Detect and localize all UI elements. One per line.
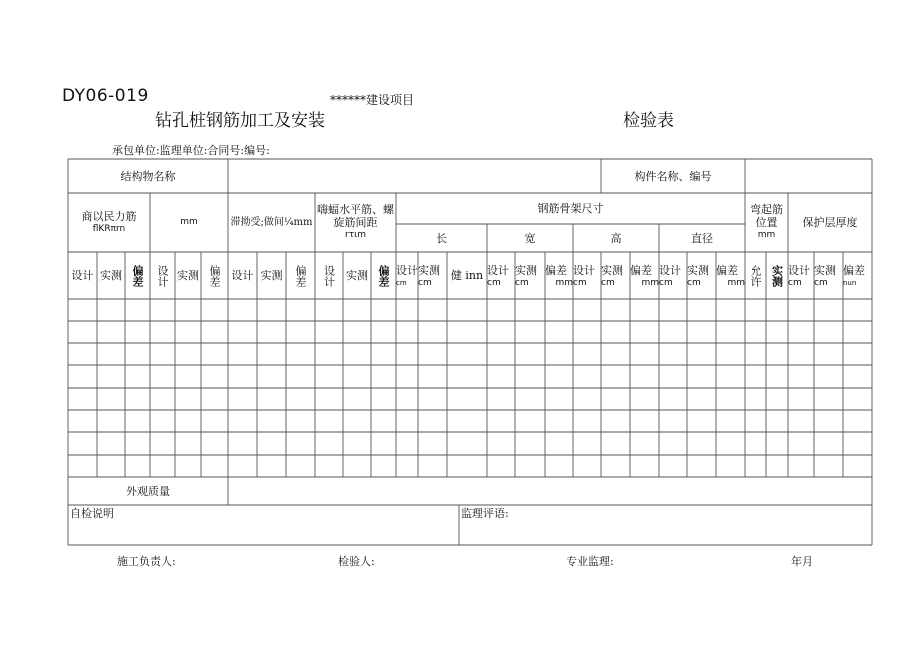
height-measured-unit: cm bbox=[601, 277, 615, 288]
appearance-quality-label: 外观质量 bbox=[126, 484, 170, 498]
cage-size-header: 钢筋骨架尺寸 bbox=[537, 202, 604, 215]
diameter-design-unit: cm bbox=[659, 277, 673, 288]
appearance-quality-value[interactable] bbox=[228, 477, 872, 505]
length-measured-header bbox=[418, 252, 447, 299]
form-code: DY06-019 bbox=[62, 86, 149, 106]
diameter-measured-label: 实测 bbox=[687, 263, 709, 277]
structure-name-label: 结构物名称 bbox=[120, 169, 176, 183]
spiral-deviation-header: 偏差 bbox=[377, 264, 390, 287]
width-deviation-header bbox=[545, 252, 573, 299]
height-header: 高 bbox=[610, 231, 622, 245]
construction-lead-label: 施工负责人: bbox=[117, 555, 176, 568]
inspector-label: 检验人: bbox=[338, 555, 375, 568]
length-design-label: 设计 bbox=[396, 263, 418, 277]
diameter-deviation-header bbox=[716, 252, 745, 299]
height-measured-header bbox=[601, 252, 630, 299]
bent-bar-line2: 位置 bbox=[755, 216, 778, 229]
spiral-label-line1: 嗨蝠水平筋、螺 bbox=[317, 203, 394, 216]
width-measured-label: 实测 bbox=[515, 263, 537, 277]
height-deviation-header bbox=[630, 252, 659, 299]
mm-measured-header: 实测 bbox=[177, 269, 199, 282]
diameter-design-header bbox=[659, 252, 687, 299]
length-design-header bbox=[396, 252, 418, 299]
height-deviation-label: 偏差 bbox=[630, 263, 652, 277]
width-deviation-label: 偏差 bbox=[545, 263, 567, 277]
stirrup-design-header: 设计 bbox=[231, 269, 254, 282]
cover-thickness-header: 保护层厚度 bbox=[802, 216, 858, 229]
main-rebar-header bbox=[68, 193, 150, 252]
bent-measured-header: 实测 bbox=[770, 264, 784, 287]
cover-design-header bbox=[788, 252, 814, 299]
width-design-label: 设计 bbox=[487, 263, 509, 277]
cover-deviation-label: 偏差 bbox=[843, 263, 865, 277]
main-measured-header: 实测 bbox=[100, 269, 122, 282]
mm-deviation-header: 偏差 bbox=[208, 264, 221, 287]
width-deviation-unit: mm bbox=[555, 277, 573, 288]
height-measured-label: 实测 bbox=[601, 263, 623, 277]
main-rebar-mm-unit: mm bbox=[180, 217, 198, 227]
length-deviation-header: 健 inn bbox=[450, 269, 484, 282]
cover-design-unit: cm bbox=[788, 277, 802, 288]
units-line: 承包单位:监理单位:合同号:编号: bbox=[112, 144, 270, 157]
project-name: ******建设项目 bbox=[330, 93, 415, 107]
cover-deviation-header bbox=[843, 252, 872, 299]
cover-measured-label: 实测 bbox=[814, 263, 836, 277]
stirrup-measured-header: 实测 bbox=[260, 269, 283, 282]
diameter-deviation-label: 偏差 bbox=[716, 263, 738, 277]
structure-name-value[interactable] bbox=[228, 159, 601, 193]
date-label: 年月 bbox=[791, 555, 813, 568]
width-header: 宽 bbox=[524, 231, 536, 245]
diameter-measured-header bbox=[687, 252, 716, 299]
component-name-label: 构件名称、编号 bbox=[634, 169, 712, 183]
width-design-header bbox=[487, 252, 515, 299]
bent-bar-line1: 弯起筋 bbox=[750, 203, 783, 216]
length-measured-unit: cm bbox=[418, 277, 432, 288]
stirrup-deviation-header: 偏差 bbox=[294, 264, 307, 287]
component-name-value[interactable] bbox=[745, 159, 872, 193]
diameter-measured-unit: cm bbox=[687, 277, 701, 288]
spiral-design-header: 设计 bbox=[322, 264, 336, 287]
cover-measured-header bbox=[814, 252, 843, 299]
diameter-header: 直径 bbox=[691, 231, 713, 245]
width-measured-header bbox=[515, 252, 545, 299]
main-rebar-label: 商以民力筋 bbox=[81, 209, 137, 223]
diameter-deviation-unit: mm bbox=[727, 277, 745, 288]
height-design-header bbox=[573, 252, 601, 299]
length-header: 长 bbox=[436, 231, 447, 245]
spiral-header bbox=[315, 193, 396, 252]
length-measured-label: 实测 bbox=[418, 263, 440, 277]
length-design-unit: cm bbox=[396, 278, 407, 287]
cover-deviation-unit: nun bbox=[843, 278, 857, 287]
height-deviation-unit: mm bbox=[641, 277, 659, 288]
cover-measured-unit: cm bbox=[814, 277, 828, 288]
supervision-comment-label: 监理评语: bbox=[461, 507, 509, 520]
spiral-unit: rτιm bbox=[345, 230, 366, 240]
bent-allowed-header: 允许 bbox=[749, 264, 762, 287]
spiral-label-line2: 旋筋间距 bbox=[333, 216, 378, 229]
spiral-measured-header: 实测 bbox=[346, 269, 368, 282]
main-deviation-header: 偏差 bbox=[131, 264, 144, 287]
stirrup-header: 滞拗受;做间¼mm bbox=[230, 217, 313, 228]
form-title: 钻孔桩钢筋加工及安装 bbox=[155, 111, 325, 131]
supervisor-label: 专业监理: bbox=[566, 555, 614, 568]
width-design-unit: cm bbox=[487, 277, 501, 288]
height-design-unit: cm bbox=[573, 277, 587, 288]
self-check-label: 自检说明 bbox=[70, 507, 114, 520]
mm-design-header: 设计 bbox=[156, 264, 169, 287]
height-design-label: 设计 bbox=[573, 263, 595, 277]
bent-bar-header bbox=[745, 193, 788, 252]
form-title-suffix: 检验表 bbox=[623, 111, 674, 131]
width-measured-unit: cm bbox=[515, 277, 529, 288]
main-design-header: 设计 bbox=[71, 269, 94, 282]
cover-design-label: 设计 bbox=[788, 263, 810, 277]
diameter-design-label: 设计 bbox=[659, 263, 681, 277]
main-rebar-unit: flKRπrn bbox=[92, 223, 126, 234]
bent-bar-unit: mm bbox=[757, 230, 776, 240]
